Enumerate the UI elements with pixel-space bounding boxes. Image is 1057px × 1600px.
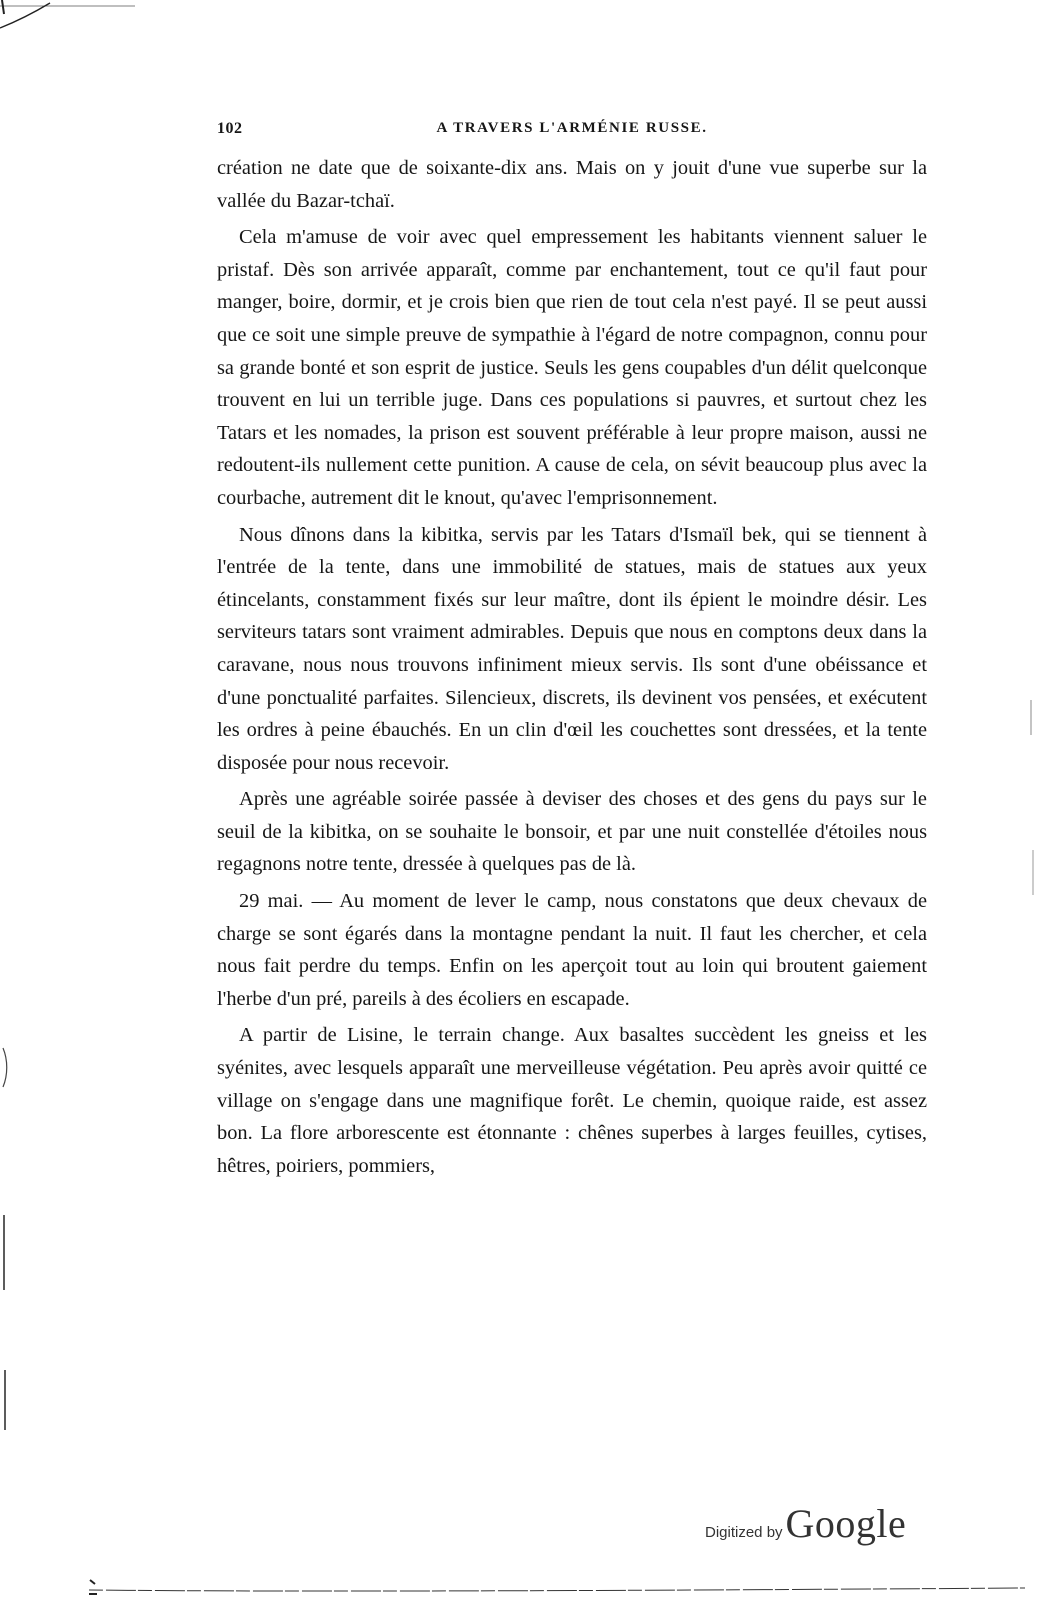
paragraph: Cela m'amuse de voir avec quel empressement les habitants viennent saluer le pristaf. Dès son arrivée apparaît, comme par enchantement, tout ce qu'il faut pour manger, boire, dormir, et je crois bien que rien de tout cela n'est payé. Il se peut aussi que ce soit une simple preuve de sympathie à l'égard de notre compagnon, connu pour sa grande bonté et son esprit de justice. Seuls les gens coupables d'un délit quelconque trouvent en lui un terrible juge. Dans ces populations si pauvres, et surtout chez les Tatars et les nomades, la prison est souvent préférable à leur propre maison, aussi ne redoutent-ils nullement cette punition. A cause de cela, on sévit beaucoup plus avec la courbache, autrement dit le knout, qu'avec l'emprisonnement. bbox=[217, 226, 927, 509]
scan-bottom-rule bbox=[85, 1578, 1057, 1600]
book-page bbox=[217, 112, 927, 1186]
paragraph: 29 mai. — Au moment de lever le camp, nous constatons que deux chevaux de charge se sont égarés dans la montagne pendant la nuit. Il faut les chercher, et cela nous fait perdre du temps. Enfin on les aperçoit tout au loin qui broutent gaiement l'herbe d'un pré, pareils à des écoliers en escapade. bbox=[217, 890, 927, 1010]
google-logo-text: Google bbox=[785, 1501, 907, 1546]
scan-corner-mark bbox=[0, 0, 140, 40]
paragraph: A partir de Lisine, le terrain change. Aux basaltes succèdent les gneiss et les syénites, avec lesquels apparaît une merveilleuse végétation. Peu après avoir quitté ce village on s'engage dans une magnifique forêt. Le chemin, quoique raide, est assez bon. La flore arborescente est étonnante : chênes superbes à larges feuilles, cytises, hêtres, poiriers, pommiers, bbox=[217, 1024, 927, 1177]
paragraph-continued: création ne date que de soixante-dix ans. Mais on y jouit d'une vue superbe sur la vallée du Bazar-tchaï. bbox=[217, 157, 927, 212]
digitized-by-google-watermark bbox=[705, 1500, 906, 1550]
paragraph: Après une agréable soirée passée à deviser des choses et des gens du pays sur le seuil de la kibitka, on se souhaite le bonsoir, et par une nuit constellée d'étoiles nous regagnons notre tente, dressée à quelques pas de là. bbox=[217, 788, 927, 876]
digitized-by-label: Digitized by bbox=[705, 1524, 783, 1541]
running-title: A TRAVERS L'ARMÉNIE RUSSE. bbox=[436, 120, 708, 136]
page-number: 102 bbox=[217, 120, 243, 137]
paragraph: Nous dînons dans la kibitka, servis par les Tatars d'Ismaïl bek, qui se tiennent à l'entrée de la tente, dans une immobilité de statues, mais de statues aux yeux étincelants, constamment fixés sur leur maître, dont ils épient le moindre désir. Les serviteurs tatars sont vraiment admirables. Depuis que nous en comptons deux dans la caravane, nous nous trouvons infiniment mieux servis. Ils sont d'une obéissance et d'une ponctualité parfaites. Silencieux, discrets, ils devinent vos pensées, et exécutent les ordres à peine ébauchés. En un clin d'œil les couchettes sont dressées, et la tente disposée pour nous recevoir. bbox=[217, 523, 927, 774]
body-text bbox=[217, 152, 927, 1182]
running-head bbox=[217, 112, 927, 152]
